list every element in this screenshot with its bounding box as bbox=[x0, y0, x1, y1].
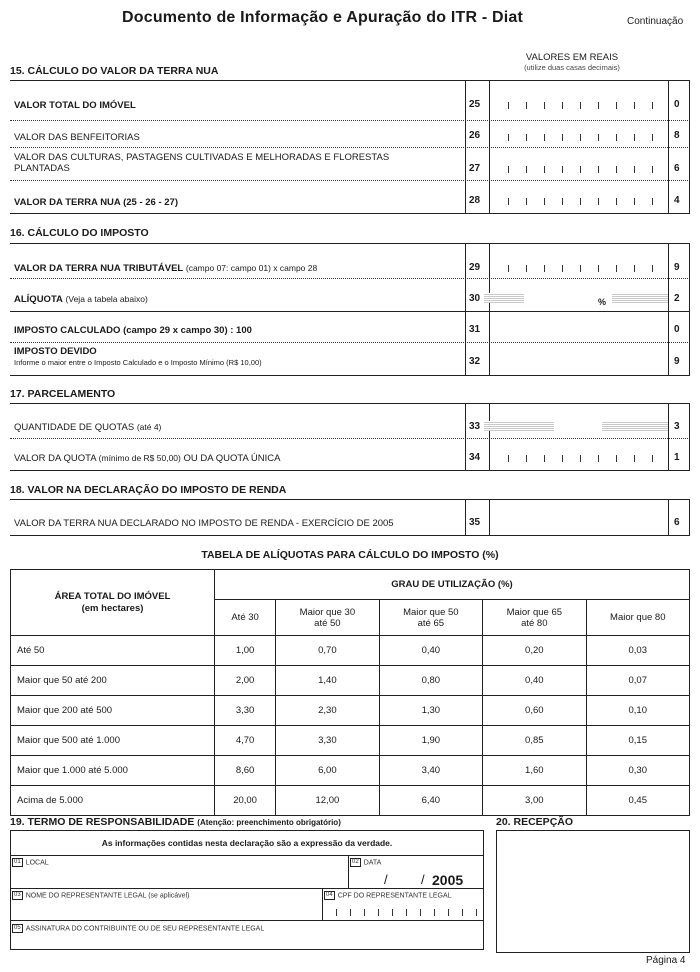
divider bbox=[668, 403, 669, 470]
row-27-number: 27 bbox=[469, 163, 481, 174]
rate-cell: 0,07 bbox=[586, 666, 689, 696]
section-17-title: 17. PARCELAMENTO bbox=[10, 388, 116, 400]
row-31-check-digit: 0 bbox=[674, 324, 680, 335]
rate-cell: 3,00 bbox=[483, 786, 586, 816]
shaded-area bbox=[484, 293, 524, 303]
row-33-number: 33 bbox=[469, 421, 481, 432]
row-26-label: VALOR DAS BENFEITORIAS bbox=[14, 132, 140, 143]
divider bbox=[10, 311, 690, 312]
percent-sign: % bbox=[598, 297, 607, 307]
row-25-number: 25 bbox=[469, 99, 481, 110]
rate-cell: 0,60 bbox=[483, 696, 586, 726]
rate-cell: 0,80 bbox=[379, 666, 482, 696]
page-number: Página 4 bbox=[646, 955, 686, 966]
section-16-title: 16. CÁLCULO DO IMPOSTO bbox=[10, 227, 149, 239]
row-26-check-digit: 8 bbox=[674, 130, 680, 141]
divider bbox=[689, 403, 690, 470]
divider bbox=[668, 499, 669, 535]
area-cell: Acima de 5.000 bbox=[11, 786, 215, 816]
row-25-check-digit: 0 bbox=[674, 99, 680, 110]
area-cell: Até 50 bbox=[11, 636, 215, 666]
row-26-value-field[interactable] bbox=[498, 133, 654, 141]
divider bbox=[10, 342, 690, 343]
divider bbox=[689, 499, 690, 535]
row-30-label: ALÍQUOTA (Veja a tabela abaixo) bbox=[14, 294, 148, 305]
date-year: 2005 bbox=[432, 872, 464, 888]
divider bbox=[10, 888, 484, 889]
row-33-check-digit: 3 bbox=[674, 421, 680, 432]
divider bbox=[10, 535, 690, 536]
rate-cell: 1,90 bbox=[379, 726, 482, 756]
row-25-label: VALOR TOTAL DO IMÓVEL bbox=[14, 100, 136, 111]
rate-cell: 12,00 bbox=[276, 786, 379, 816]
field-02-label: 02 DATA bbox=[352, 859, 382, 867]
rate-cell: 1,00 bbox=[215, 636, 276, 666]
row-34-number: 34 bbox=[469, 452, 481, 463]
divider bbox=[10, 438, 690, 439]
rate-cell: 1,60 bbox=[483, 756, 586, 786]
rate-cell: 0,10 bbox=[586, 696, 689, 726]
table-row bbox=[11, 726, 690, 756]
table-row bbox=[11, 696, 690, 726]
rate-cell: 0,70 bbox=[276, 636, 379, 666]
document-title: Documento de Informação e Apuração do ITR - Diat bbox=[122, 9, 524, 26]
shaded-area bbox=[612, 293, 668, 303]
row-29-value-field[interactable] bbox=[498, 264, 654, 272]
divider bbox=[10, 80, 690, 81]
field-04-label: 04 CPF DO REPRESENTANTE LEGAL bbox=[326, 892, 452, 900]
table-row bbox=[11, 636, 690, 666]
rate-cell: 6,40 bbox=[379, 786, 482, 816]
row-35-label: VALOR DA TERRA NUA DECLARADO NO IMPOSTO DE RENDA - EXERCÍCIO DE 2005 bbox=[14, 518, 394, 529]
row-32-label: IMPOSTO DEVIDO Informe o maior entre o Imposto Calculado e o Imposto Mínimo (R$ 10,00) bbox=[14, 346, 262, 367]
aliquotas-table bbox=[10, 569, 690, 816]
divider bbox=[322, 888, 323, 920]
grau-subheader: Maior que 30 até 50 bbox=[276, 600, 379, 636]
divider bbox=[10, 243, 690, 244]
row-30-check-digit: 2 bbox=[674, 293, 680, 304]
section-19-title: 19. TERMO DE RESPONSABILIDADE (Atenção: preenchimento obrigatório) bbox=[10, 816, 341, 828]
row-28-value-field[interactable] bbox=[498, 197, 654, 205]
rate-cell: 1,40 bbox=[276, 666, 379, 696]
area-cell: Maior que 500 até 1.000 bbox=[11, 726, 215, 756]
valores-title: VALORES EM REAIS bbox=[525, 52, 619, 63]
row-25-value-field[interactable] bbox=[498, 101, 654, 109]
divider bbox=[10, 375, 690, 376]
valores-subtitle: (utilize duas casas decimais) bbox=[524, 63, 620, 72]
row-27-value-field[interactable] bbox=[498, 165, 654, 173]
area-cell: Maior que 50 até 200 bbox=[11, 666, 215, 696]
field-05-label: 05 ASSINATURA DO CONTRIBUINTE OU DE SEU REPRESENTANTE LEGAL bbox=[14, 925, 265, 933]
divider bbox=[489, 243, 490, 375]
rate-cell: 20,00 bbox=[215, 786, 276, 816]
shaded-area bbox=[602, 421, 668, 431]
divider bbox=[10, 499, 690, 500]
grau-header: GRAU DE UTILIZAÇÃO (%) bbox=[215, 570, 690, 600]
aliquotas-table-title: TABELA DE ALÍQUOTAS PARA CÁLCULO DO IMPOSTO (%) bbox=[201, 549, 499, 561]
recepcao-box bbox=[496, 830, 690, 953]
row-34-label: VALOR DA QUOTA (mínimo de R$ 50,00) OU DA QUOTA ÚNICA bbox=[14, 453, 281, 464]
row-34-check-digit: 1 bbox=[674, 452, 680, 463]
valores-header bbox=[508, 53, 636, 73]
rate-cell: 3,30 bbox=[276, 726, 379, 756]
rate-cell: 2,30 bbox=[276, 696, 379, 726]
divider bbox=[689, 243, 690, 375]
grau-subheader: Maior que 65 até 80 bbox=[483, 600, 586, 636]
divider bbox=[10, 180, 690, 181]
rate-cell: 0,40 bbox=[379, 636, 482, 666]
divider bbox=[465, 499, 466, 535]
divider bbox=[10, 278, 690, 279]
table-row bbox=[11, 786, 690, 816]
row-27-check-digit: 6 bbox=[674, 163, 680, 174]
date-slash: / bbox=[421, 872, 425, 887]
table-row bbox=[11, 756, 690, 786]
row-32-check-digit: 9 bbox=[674, 356, 680, 367]
row-29-number: 29 bbox=[469, 262, 481, 273]
row-28-check-digit: 4 bbox=[674, 195, 680, 206]
rate-cell: 6,00 bbox=[276, 756, 379, 786]
local-input[interactable] bbox=[12, 868, 346, 886]
area-cell: Maior que 1.000 até 5.000 bbox=[11, 756, 215, 786]
row-29-check-digit: 9 bbox=[674, 262, 680, 273]
rate-cell: 0,03 bbox=[586, 636, 689, 666]
rate-cell: 0,20 bbox=[483, 636, 586, 666]
row-31-label: IMPOSTO CALCULADO (campo 29 x campo 30) : 100 bbox=[14, 325, 252, 336]
rate-cell: 0,85 bbox=[483, 726, 586, 756]
divider bbox=[465, 403, 466, 470]
row-32-number: 32 bbox=[469, 356, 481, 367]
divider bbox=[489, 499, 490, 535]
grau-subheader: Maior que 80 bbox=[586, 600, 689, 636]
divider bbox=[10, 147, 690, 148]
row-34-value-field[interactable] bbox=[498, 454, 654, 462]
declaration-text: As informações contidas nesta declaração são a expressão da verdade. bbox=[101, 838, 393, 848]
row-35-number: 35 bbox=[469, 517, 481, 528]
divider bbox=[10, 855, 484, 856]
rate-cell: 3,30 bbox=[215, 696, 276, 726]
row-30-number: 30 bbox=[469, 293, 481, 304]
area-cell: Maior que 200 até 500 bbox=[11, 696, 215, 726]
grau-subheader: Até 30 bbox=[215, 600, 276, 636]
rate-cell: 3,40 bbox=[379, 756, 482, 786]
shaded-area bbox=[484, 421, 554, 431]
row-27-label: VALOR DAS CULTURAS, PASTAGENS CULTIVADAS E MELHORADAS E FLORESTAS PLANTADAS bbox=[14, 152, 390, 174]
section-18-title: 18. VALOR NA DECLARAÇÃO DO IMPOSTO DE RENDA bbox=[10, 484, 287, 496]
section-15-title: 15. CÁLCULO DO VALOR DA TERRA NUA bbox=[10, 65, 219, 77]
grau-subheader: Maior que 50 até 65 bbox=[379, 600, 482, 636]
divider bbox=[10, 920, 484, 921]
field-03-label: 03 NOME DO REPRESENTANTE LEGAL (se aplicável) bbox=[14, 892, 190, 900]
row-31-number: 31 bbox=[469, 324, 481, 335]
rate-cell: 0,40 bbox=[483, 666, 586, 696]
field-01-label: 01 LOCAL bbox=[14, 859, 49, 867]
row-26-number: 26 bbox=[469, 130, 481, 141]
aliquotas-body bbox=[11, 636, 690, 816]
continuation-label: Continuação bbox=[627, 16, 684, 27]
divider bbox=[10, 213, 690, 214]
row-35-check-digit: 6 bbox=[674, 517, 680, 528]
area-header: ÁREA TOTAL DO IMÓVEL (em hectares) bbox=[11, 570, 215, 636]
rate-cell: 0,30 bbox=[586, 756, 689, 786]
row-29-label: VALOR DA TERRA NUA TRIBUTÁVEL (campo 07: campo 01) x campo 28 bbox=[14, 263, 318, 274]
divider bbox=[465, 243, 466, 375]
signature-area[interactable] bbox=[12, 933, 482, 949]
rate-cell: 0,15 bbox=[586, 726, 689, 756]
date-slash: / bbox=[384, 872, 388, 887]
divider bbox=[348, 855, 349, 888]
cpf-input[interactable] bbox=[330, 908, 478, 916]
representante-name-input[interactable] bbox=[12, 901, 320, 919]
rate-cell: 8,60 bbox=[215, 756, 276, 786]
divider bbox=[10, 470, 690, 471]
divider bbox=[10, 403, 690, 404]
rate-cell: 1,30 bbox=[379, 696, 482, 726]
rate-cell: 0,45 bbox=[586, 786, 689, 816]
table-row bbox=[11, 666, 690, 696]
row-33-label: QUANTIDADE DE QUOTAS (até 4) bbox=[14, 422, 162, 433]
rate-cell: 2,00 bbox=[215, 666, 276, 696]
divider bbox=[489, 403, 490, 470]
divider bbox=[10, 120, 690, 121]
divider bbox=[668, 243, 669, 375]
row-28-number: 28 bbox=[469, 195, 481, 206]
rate-cell: 4,70 bbox=[215, 726, 276, 756]
row-28-label: VALOR DA TERRA NUA (25 - 26 - 27) bbox=[14, 197, 178, 208]
section-20-title: 20. RECEPÇÃO bbox=[496, 816, 574, 828]
